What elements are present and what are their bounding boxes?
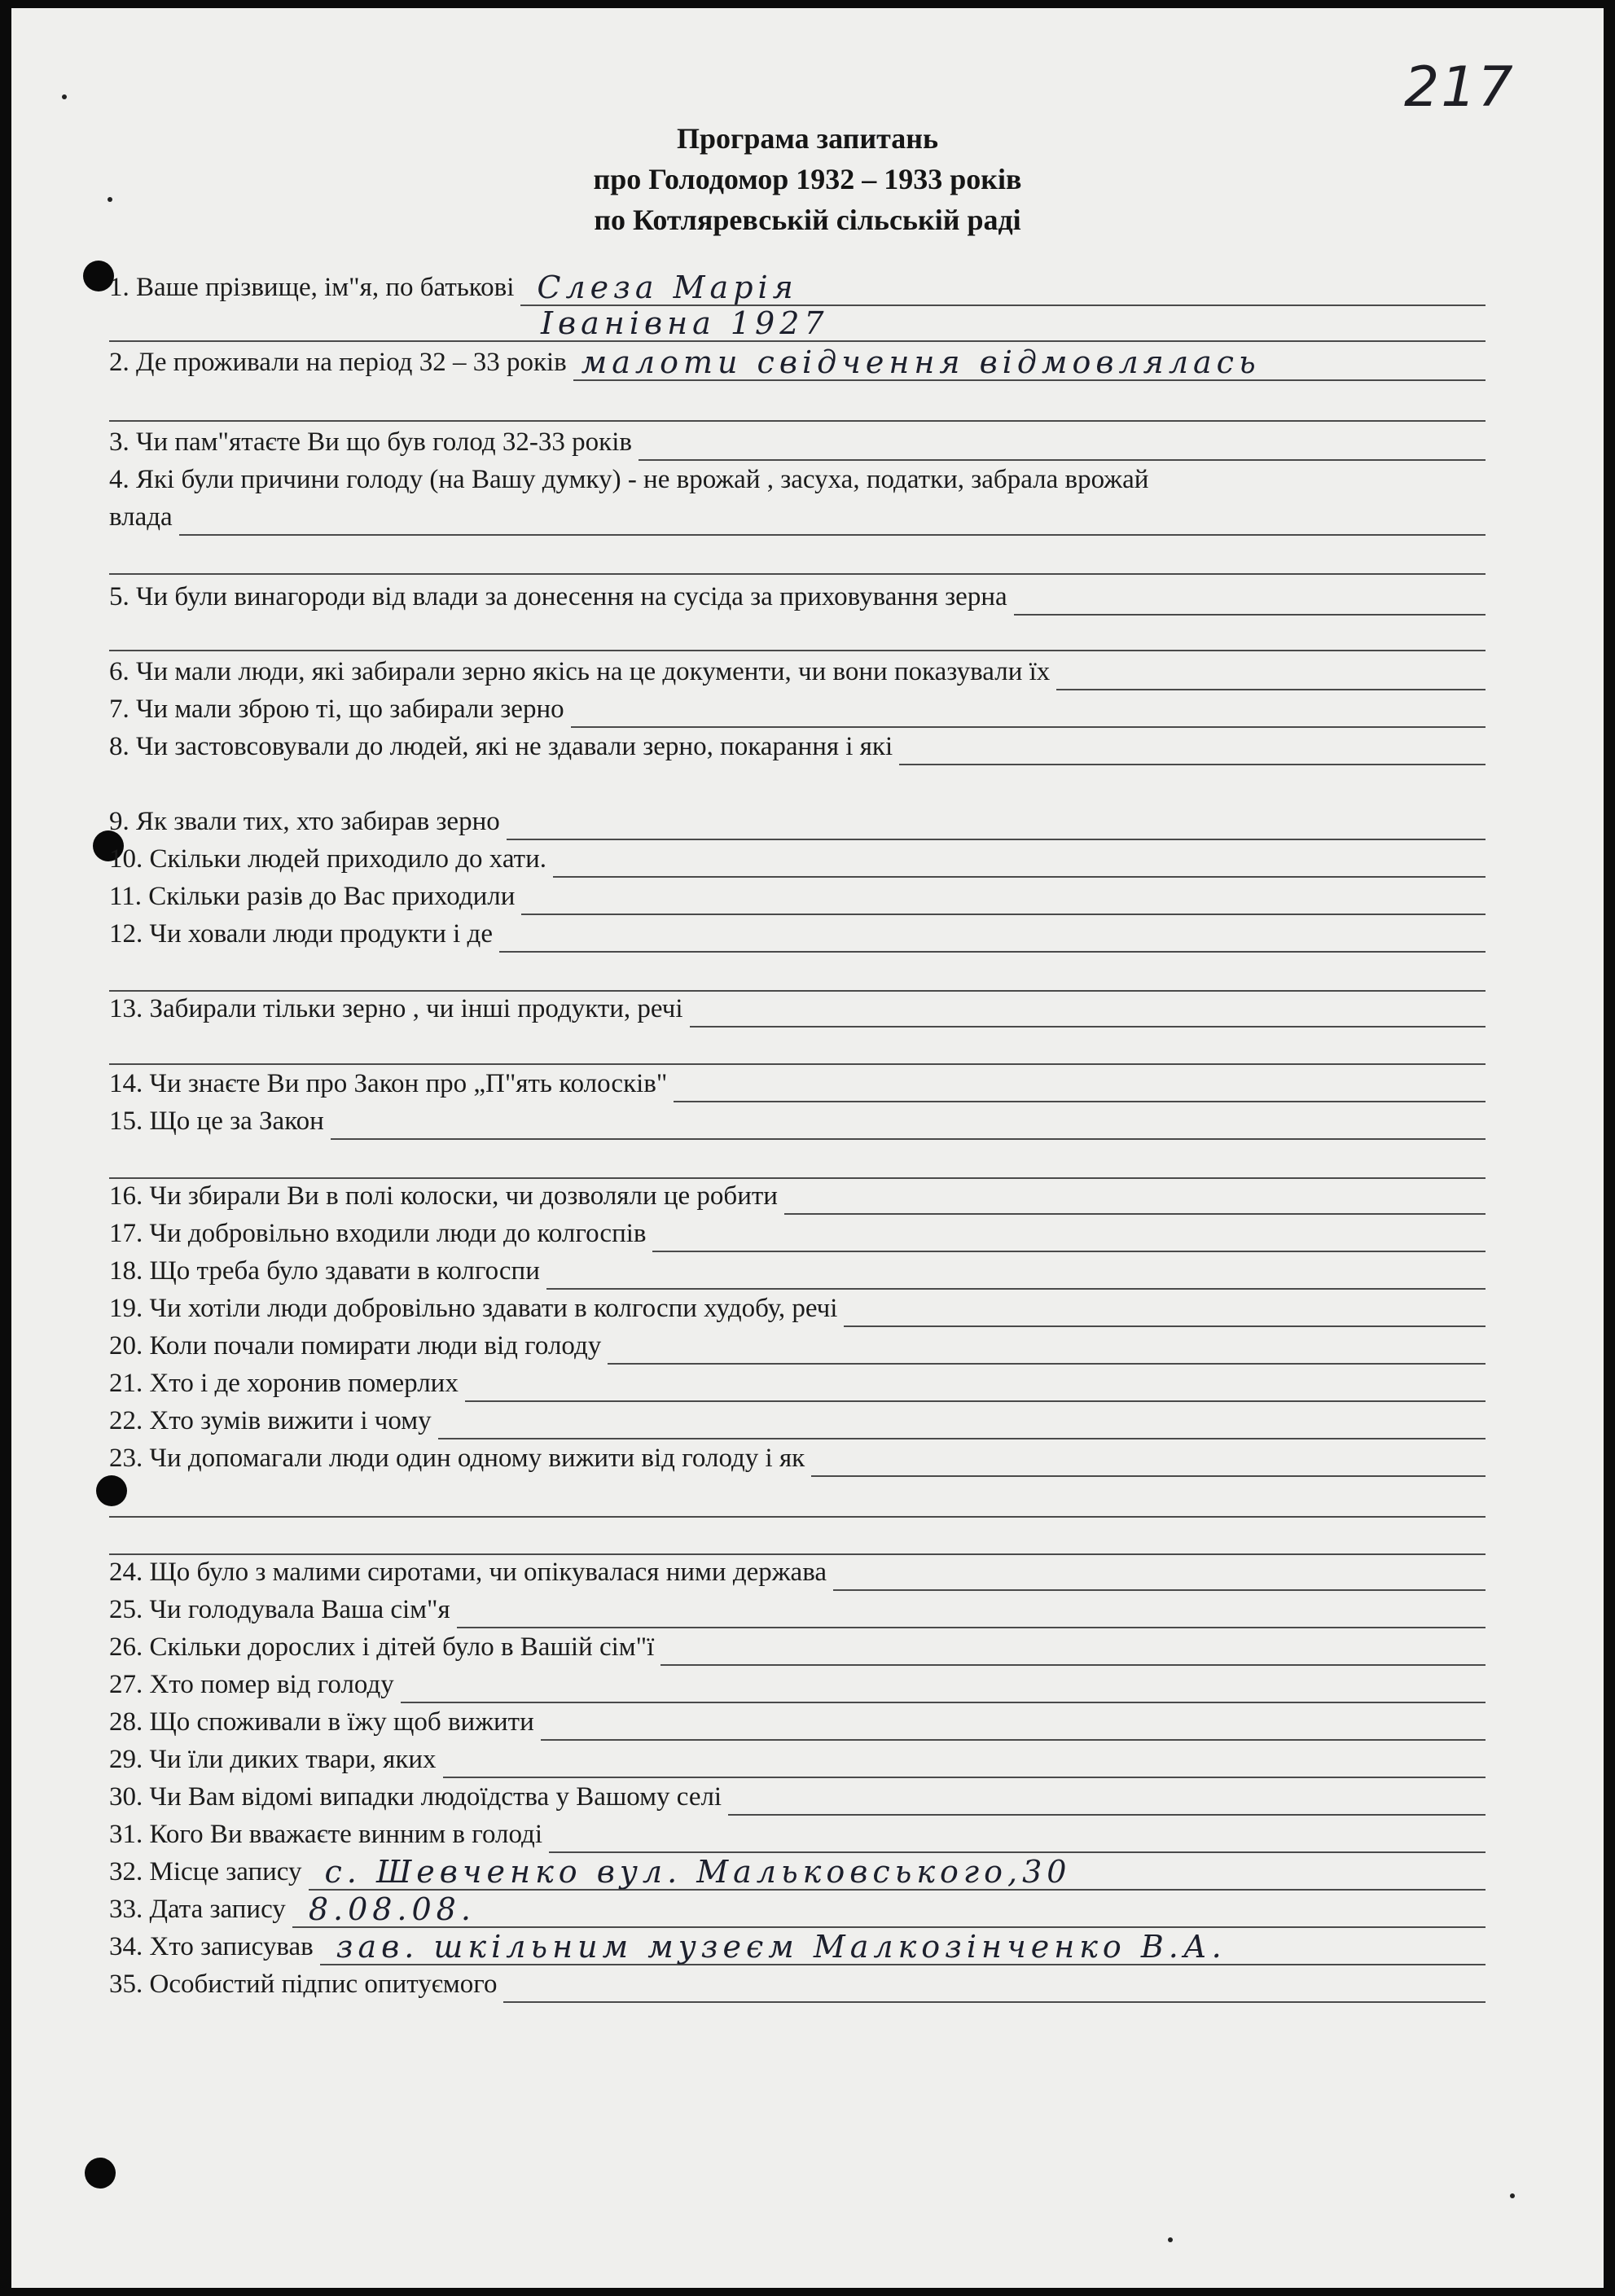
question-21 — [109, 1365, 1486, 1402]
answer-line — [179, 502, 1486, 536]
question-text: 30. Чи Вам відомі випадки людоїдства у Вашому селі — [109, 1782, 722, 1812]
question-24 — [109, 1553, 1486, 1591]
question-9 — [109, 803, 1486, 840]
handwritten-answer: 8.08.08. — [308, 1891, 476, 1927]
question-8 — [109, 728, 1486, 765]
answer-line — [438, 1405, 1486, 1439]
question-text: 3. Чи пам"ятаєте Ви що був голод 32-33 років — [109, 427, 632, 457]
answer-line — [443, 1744, 1486, 1778]
handwritten-answer: зав. шкільним музеєм Малкозінченко В.А. — [336, 1929, 1227, 1965]
question-23 — [109, 1439, 1486, 1477]
question-18 — [109, 1252, 1486, 1290]
answer-line — [1014, 581, 1486, 616]
question-text: 20. Коли почали помирати люди від голоду — [109, 1331, 602, 1361]
answer-line — [401, 1669, 1486, 1703]
question-text: 33. Дата запису — [109, 1895, 286, 1924]
handwritten-answer: Слеза Марія — [537, 269, 798, 305]
question-text: 32. Місце запису — [109, 1857, 302, 1886]
question-11 — [109, 878, 1486, 915]
question-text: 27. Хто помер від голоду — [109, 1670, 394, 1699]
answer-line — [571, 694, 1486, 728]
handwritten-answer: с. Шевченко вул. Мальковського,30 — [324, 1854, 1072, 1890]
question-text: 6. Чи мали люди, які забирали зерно якісь на це документи, чи вони показували їх — [109, 657, 1051, 686]
question-text: 8. Чи застовсовували до людей, які не здавали зерно, покарання і які — [109, 732, 893, 761]
question-text: 29. Чи їли диких твари, яких — [109, 1745, 437, 1774]
answer-line — [320, 1931, 1486, 1965]
question-text: 15. Що це за Закон — [109, 1106, 324, 1136]
question-text: 34. Хто записував — [109, 1932, 314, 1961]
question-16 — [109, 1177, 1486, 1215]
answer-line — [674, 1068, 1486, 1102]
question-28 — [109, 1703, 1486, 1741]
question-15 — [109, 1102, 1486, 1140]
answer-line — [811, 1443, 1486, 1477]
question-text: 11. Скільки разів до Вас приходили — [109, 882, 516, 911]
question-text: 12. Чи ховали люди продукти і де — [109, 919, 493, 949]
question-25 — [109, 1591, 1486, 1628]
answer-line — [728, 1781, 1486, 1816]
question-text: 19. Чи хотіли люди добровільно здавати в колгоспи худобу, речі — [109, 1294, 838, 1323]
answer-line — [639, 427, 1486, 461]
answer-line — [553, 843, 1486, 878]
answer-line — [499, 918, 1486, 953]
title-line-1: Програма запитань — [676, 122, 939, 155]
question-4-cont — [109, 498, 1486, 536]
question-text: 7. Чи мали зброю ті, що забирали зерно — [109, 694, 564, 724]
question-1-cont — [109, 305, 1486, 342]
handwritten-answer: малоти свідчення відмовлялась — [581, 344, 1261, 380]
answer-line — [1056, 656, 1486, 690]
question-text: 10. Скільки людей приходило до хати. — [109, 844, 546, 874]
question-17 — [109, 1215, 1486, 1252]
question-1 — [109, 269, 1486, 306]
question-12 — [109, 915, 1486, 953]
answer-line — [109, 305, 1486, 342]
answer-line — [503, 1969, 1486, 2003]
scan-speck — [62, 94, 67, 99]
question-32 — [109, 1853, 1486, 1891]
answer-line — [652, 1218, 1486, 1252]
question-10 — [109, 840, 1486, 878]
question-33 — [109, 1891, 1486, 1928]
scan-speck — [1510, 2193, 1515, 2198]
question-text: 4. Які були причини голоду (на Вашу думку) - не врожай , засуха, податки, забрала врожай — [109, 465, 1149, 494]
question-text: влада — [109, 502, 173, 532]
question-text: 9. Як звали тих, хто забирав зерно — [109, 807, 500, 836]
question-20 — [109, 1327, 1486, 1365]
question-22 — [109, 1402, 1486, 1439]
question-5 — [109, 578, 1486, 616]
blank-line — [109, 541, 1486, 575]
question-text: 24. Що було з малими сиротами, чи опікувалася ними держава — [109, 1558, 827, 1587]
blank-line — [109, 957, 1486, 992]
question-29 — [109, 1741, 1486, 1778]
question-text: 22. Хто зумів вижити і чому — [109, 1406, 432, 1435]
question-text: 16. Чи збирали Ви в полі колоски, чи дозволяли це робити — [109, 1181, 778, 1211]
question-text: 5. Чи були винагороди від влади за донесення на сусіда за приховування зерна — [109, 582, 1007, 611]
answer-line — [521, 881, 1486, 915]
scan-speck — [1168, 2237, 1173, 2242]
question-19 — [109, 1290, 1486, 1327]
handwritten-answer: Іванівна 1927 — [541, 305, 829, 341]
question-4 — [109, 461, 1486, 498]
question-27 — [109, 1666, 1486, 1703]
answer-line — [465, 1368, 1486, 1402]
answer-line — [784, 1181, 1486, 1215]
question-6 — [109, 653, 1486, 690]
blank-line — [109, 1031, 1486, 1065]
blank-line — [109, 1521, 1486, 1555]
title-line-2: про Голодомор 1932 – 1933 років — [593, 163, 1022, 195]
answer-line — [690, 993, 1486, 1028]
question-31 — [109, 1816, 1486, 1853]
punch-hole — [85, 2158, 116, 2189]
question-text: 13. Забирали тільки зерно , чи інші продукти, речі — [109, 994, 683, 1023]
question-text: 28. Що споживали в їжу щоб вижити — [109, 1707, 534, 1737]
question-text: 2. Де проживали на період 32 – 33 років — [109, 348, 567, 377]
answer-line — [507, 806, 1486, 840]
blank-line — [109, 1145, 1486, 1179]
question-30 — [109, 1778, 1486, 1816]
answer-line — [844, 1293, 1486, 1327]
question-text: 31. Кого Ви вважаєте винним в голоді — [109, 1820, 542, 1849]
answer-line — [546, 1255, 1486, 1290]
answer-line — [549, 1819, 1486, 1853]
question-text: 35. Особистий підпис опитуємого — [109, 1970, 498, 1999]
question-26 — [109, 1628, 1486, 1666]
question-35 — [109, 1965, 1486, 2003]
answer-line — [520, 269, 1486, 306]
answer-line — [457, 1594, 1486, 1628]
question-text: 26. Скільки дорослих і дітей було в Вашій сім"ї — [109, 1632, 655, 1662]
answer-line — [331, 1106, 1486, 1140]
question-13 — [109, 990, 1486, 1028]
question-text: 14. Чи знаєте Ви про Закон про „П"ять колосків" — [109, 1069, 668, 1098]
answer-line — [608, 1330, 1486, 1365]
scan-speck — [108, 197, 112, 202]
answer-line — [660, 1632, 1486, 1666]
answer-line — [833, 1557, 1486, 1591]
question-text: 23. Чи допомагали люди один одному вижити від голоду і як — [109, 1444, 805, 1473]
answer-line — [541, 1707, 1486, 1741]
question-text: 1. Ваше прізвище, ім"я, по батькові — [109, 273, 515, 302]
question-7 — [109, 690, 1486, 728]
question-text: 25. Чи голодувала Ваша сім"я — [109, 1595, 450, 1624]
question-text: 21. Хто і де хоронив померлих — [109, 1369, 459, 1398]
document-page — [11, 8, 1604, 2288]
page-number: 217 — [1404, 55, 1515, 120]
blank-line — [109, 388, 1486, 422]
blank-line — [109, 617, 1486, 651]
title-line-3: по Котляревській сільській раді — [594, 204, 1021, 236]
question-14 — [109, 1065, 1486, 1102]
question-text: 17. Чи добровільно входили люди до колгоспів — [109, 1219, 647, 1248]
answer-line — [573, 344, 1486, 381]
answer-line — [292, 1891, 1486, 1928]
answer-line — [899, 731, 1486, 765]
blank-line — [109, 1483, 1486, 1518]
answer-line — [309, 1856, 1486, 1891]
question-3 — [109, 423, 1486, 461]
question-text: 18. Що треба було здавати в колгоспи — [109, 1256, 540, 1286]
question-2 — [109, 344, 1486, 381]
question-34 — [109, 1928, 1486, 1965]
